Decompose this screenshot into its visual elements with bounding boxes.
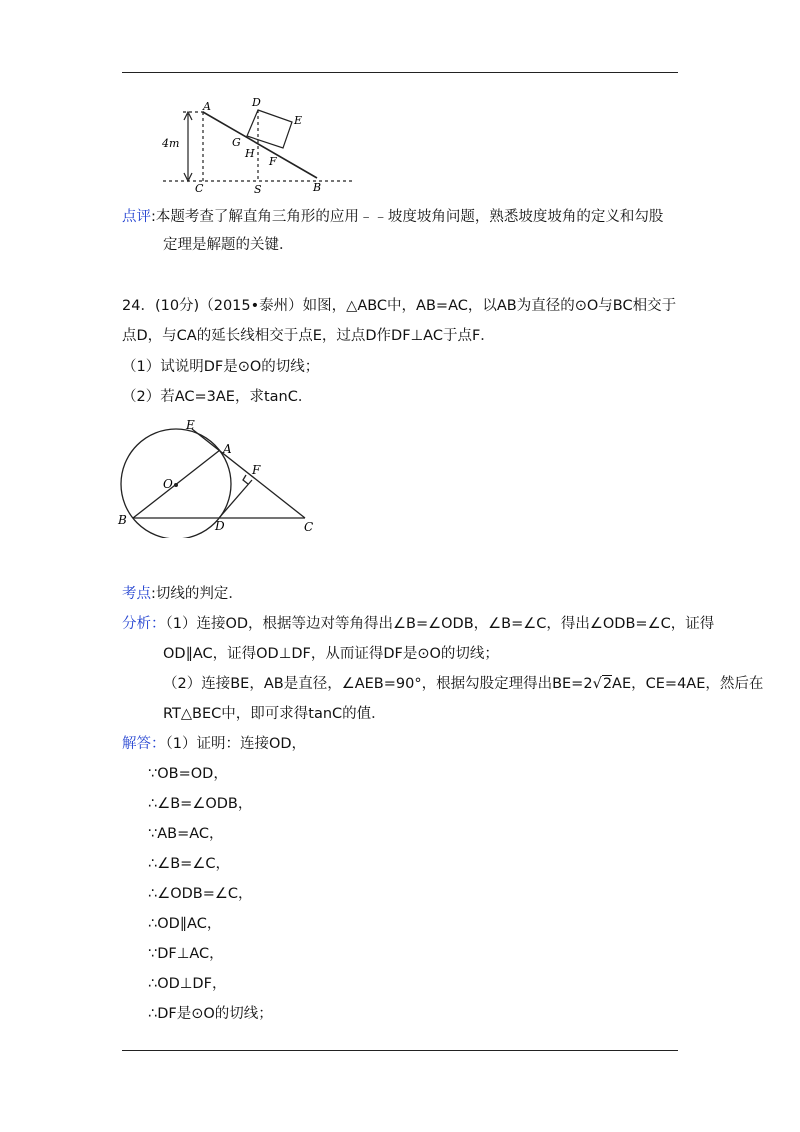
- answer-step: ∵AB=AC，: [148, 826, 224, 842]
- kaodian-label: 考点: [122, 586, 151, 602]
- analysis-text-3-pre: （2）连接BE，AB是直径，∠AEB=90°，根据勾股定理得出BE=2: [163, 676, 593, 692]
- label-D2: D: [215, 519, 225, 533]
- question-line-1: 24．(10分)（2015•泰州）如图，△ABC中，AB=AC，以AB为直径的⊙O与BC相交于: [122, 298, 677, 314]
- label-A: A: [203, 100, 211, 113]
- comment-text-1: :本题考查了解直角三角形的应用﹣﹣坡度坡角问题，熟悉坡度坡角的定义和勾股: [151, 209, 664, 225]
- question-part-1: （1）试说明DF是⊙O的切线；: [122, 359, 320, 375]
- right-angle-mark: [243, 475, 248, 484]
- label-E2: E: [186, 418, 195, 432]
- answer-first: （1）证明：连接OD，: [165, 736, 307, 752]
- answer-step: ∵OB=OD，: [148, 766, 228, 782]
- sqrt-radicand: 2: [602, 676, 613, 692]
- label-F2: F: [252, 463, 261, 477]
- label-C2: C: [304, 520, 314, 534]
- label-S: S: [254, 183, 262, 196]
- comment-label: 点评: [122, 209, 151, 225]
- center-point-o: [174, 483, 178, 487]
- circle-figure: [115, 418, 325, 538]
- answer-step: ∴∠B=∠ODB，: [148, 796, 253, 812]
- question-line-2: 点D，与CA的延长线相交于点E，过点D作DF⊥AC于点F．: [122, 328, 495, 344]
- answer-line-1: [122, 734, 306, 754]
- analysis-line-3: [163, 674, 763, 694]
- analysis-line-2: OD∥AC，证得OD⊥DF，从而证得DF是⊙O的切线；: [163, 646, 499, 662]
- kaodian-line: [122, 584, 243, 604]
- analysis-text-1: （1）连接OD，根据等边对等角得出∠B=∠ODB，∠B=∠C，得出∠ODB=∠C，证得: [165, 616, 715, 632]
- header-rule: [122, 72, 678, 73]
- slope-figure: [155, 90, 360, 200]
- label-F: F: [269, 155, 277, 168]
- answer-step: ∴∠ODB=∠C，: [148, 886, 253, 902]
- analysis-line-1: [122, 614, 714, 634]
- label-G: G: [232, 136, 241, 149]
- answer-step: ∵DF⊥AC，: [148, 946, 224, 962]
- kaodian-text: :切线的判定．: [151, 586, 243, 602]
- footer-rule: [122, 1050, 678, 1051]
- label-D: D: [252, 96, 261, 109]
- label-H: H: [245, 147, 255, 160]
- label-A2: A: [223, 442, 232, 456]
- answer-step: ∴∠B=∠C，: [148, 856, 230, 872]
- question-part-2: （2）若AC=3AE，求tanC．: [122, 389, 313, 405]
- label-B2: B: [118, 513, 127, 527]
- answer-step: ∴OD∥AC，: [148, 916, 222, 932]
- label-B: B: [313, 181, 322, 194]
- analysis-text-3-post: AE，CE=4AE，然后在: [612, 676, 764, 692]
- label-E: E: [294, 114, 303, 127]
- sqrt-expression: √2: [592, 676, 613, 692]
- segment-ea-c: [192, 429, 305, 518]
- comment-line-1: [122, 207, 663, 227]
- answer-step: ∴DF是⊙O的切线；: [148, 1006, 273, 1022]
- label-height: 4m: [162, 137, 180, 150]
- label-O2: O: [163, 477, 173, 491]
- analysis-line-4: RT△BEC中，即可求得tanC的值．: [163, 706, 386, 722]
- answer-step: ∴OD⊥DF，: [148, 976, 227, 992]
- segment-df: [219, 480, 252, 518]
- answer-label: 解答：: [122, 736, 166, 752]
- comment-line-2: 定理是解题的关键．: [163, 237, 294, 253]
- label-C: C: [195, 182, 204, 195]
- analysis-label: 分析：: [122, 616, 166, 632]
